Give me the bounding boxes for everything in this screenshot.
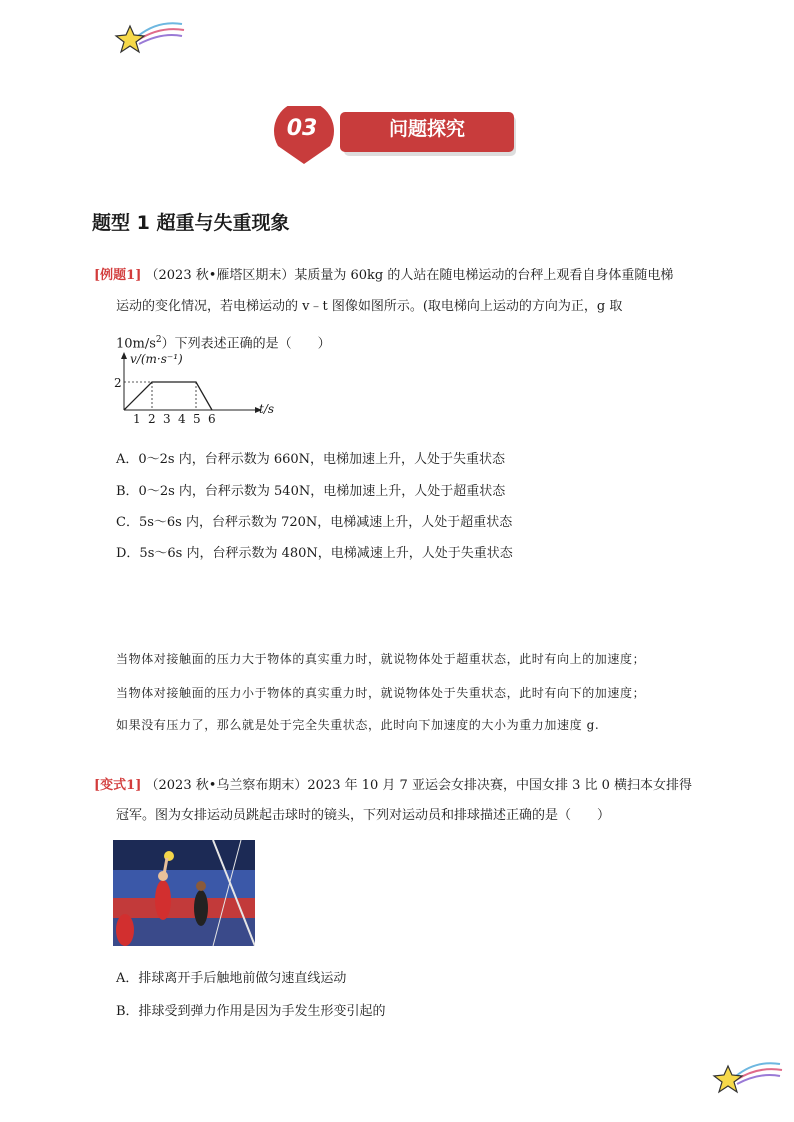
variant-stem <box>94 776 714 796</box>
section-number: 03 <box>286 116 318 141</box>
shooting-star-icon <box>706 1058 786 1098</box>
graph-x-label: t/s <box>259 402 275 416</box>
shooting-star-icon <box>108 18 188 58</box>
velocity-line <box>124 382 212 410</box>
example-line-2: 运动的变化情况，若电梯运动的 v﹣t 图像如图所示。(取电梯向上运动的方向为正，g 取 <box>116 299 623 314</box>
graph-y-tick: 2 <box>114 376 122 390</box>
graph-x-tick: 4 <box>178 412 186 426</box>
unit-exponent: 2 <box>155 335 162 345</box>
graph-x-tick: 6 <box>208 412 216 426</box>
note-line-3: 如果没有压力了，那么就是处于完全失重状态，此时向下加速度的大小为重力加速度 g. <box>116 718 600 732</box>
option-d[interactable]: D．5s～6s 内，台秤示数为 480N，电梯减速上升，人处于失重状态 <box>116 546 513 561</box>
graph-x-tick: 5 <box>193 412 201 426</box>
note-line-1: 当物体对接触面的压力大于物体的真实重力时，就说物体处于超重状态，此时有向上的加速度； <box>116 652 646 666</box>
option-b[interactable]: B．0～2s 内，台秤示数为 540N，电梯加速上升，人处于超重状态 <box>116 484 506 499</box>
variant-tag: [变式1] <box>94 778 142 793</box>
variant-line-1: （2023 秋•乌兰察布期末）2023 年 10 月 7 亚运会女排决赛，中国女排 3 比 0 横扫本女排得 <box>145 778 693 793</box>
note-line-2: 当物体对接触面的压力小于物体的真实重力时，就说物体处于失重状态，此时有向下的加速度； <box>116 686 646 700</box>
volleyball-photo <box>113 840 255 946</box>
graph-x-tick: 2 <box>148 412 156 426</box>
option-a[interactable]: A．0～2s 内，台秤示数为 660N，电梯加速上升，人处于失重状态 <box>116 452 506 467</box>
variant-option-b[interactable]: B．排球受到弹力作用是因为手发生形变引起的 <box>116 1004 386 1019</box>
example-tag: [例题1] <box>94 268 142 283</box>
graph-x-tick: 3 <box>163 412 171 426</box>
graph-y-label: v/(m·s⁻¹) <box>130 352 183 366</box>
example-question: ）下列表述正确的是（ ） <box>161 336 331 352</box>
section-title: 问题探究 <box>388 118 465 140</box>
example-stem <box>94 266 714 286</box>
variant-option-a[interactable]: A．排球离开手后触地前做匀速直线运动 <box>116 971 347 986</box>
example-line-1: （2023 秋•雁塔区期末）某质量为 60kg 的人站在随电梯运动的台秤上观看自身体重随电梯 <box>145 268 674 283</box>
graph-x-tick: 1 <box>133 412 141 426</box>
option-c[interactable]: C．5s～6s 内，台秤示数为 720N，电梯减速上升，人处于超重状态 <box>116 515 513 530</box>
question-type-heading: 题型 1 超重与失重现象 <box>92 212 290 234</box>
variant-line-2: 冠军。图为女排运动员跳起击球时的镜头，下列对运动员和排球描述正确的是（ ） <box>116 808 611 823</box>
unit-text: 10m/s <box>116 336 156 352</box>
